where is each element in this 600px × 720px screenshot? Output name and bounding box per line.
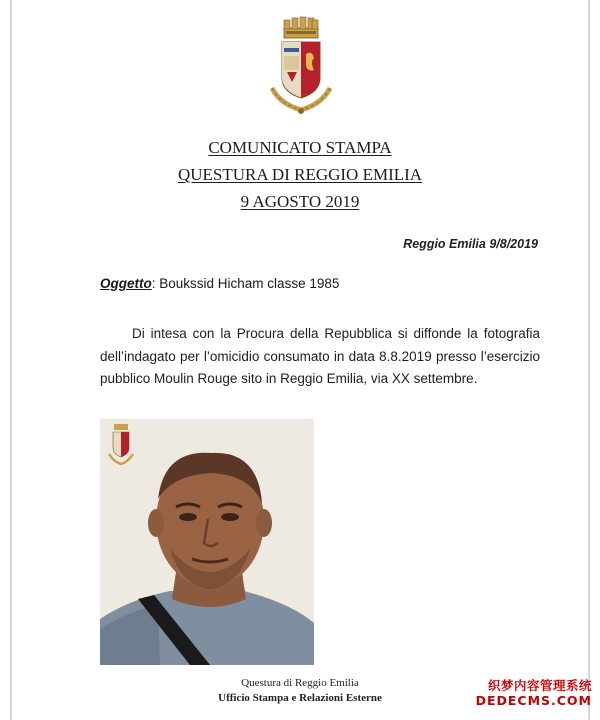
page-edge-right: [588, 0, 590, 720]
place-date: Reggio Emilia 9/8/2019: [403, 237, 538, 251]
title-line-3: 9 AGOSTO 2019: [240, 192, 360, 211]
footer-line-1: Questura di Reggio Emilia: [241, 677, 359, 689]
police-emblem-icon: [262, 14, 340, 118]
press-release-title: [0, 134, 600, 215]
watermark-chinese: 织梦内容管理系统: [487, 678, 592, 693]
subject-text: Boukssid Hicham classe 1985: [155, 276, 340, 291]
site-watermark: [476, 678, 592, 708]
title-line-2: QUESTURA DI REGGIO EMILIA: [177, 165, 423, 184]
suspect-photo: [100, 419, 314, 665]
subject-label: Oggetto: [100, 276, 152, 291]
page-edge-left: [10, 0, 12, 720]
watermark-url: DEDECMS.COM: [475, 693, 592, 708]
subject-separator: :: [151, 276, 156, 291]
title-line-1: COMUNICATO STAMPA: [208, 138, 392, 157]
photo-emblem-icon: [106, 422, 136, 466]
body-paragraph: [100, 323, 540, 391]
body-paragraph-text: Di intesa con la Procura della Repubblica si diffonde la fotografia dell’indagato per l’omicidio consumato in data 8.8.2019 presso l’esercizio pubblico Moulin Rouge sito in Reggio Emilia, via XX settembre.: [100, 326, 540, 386]
document-footer: [180, 676, 420, 706]
footer-line-2: Ufficio Stampa e Relazioni Esterne: [218, 692, 382, 704]
subject-line: [100, 276, 339, 291]
